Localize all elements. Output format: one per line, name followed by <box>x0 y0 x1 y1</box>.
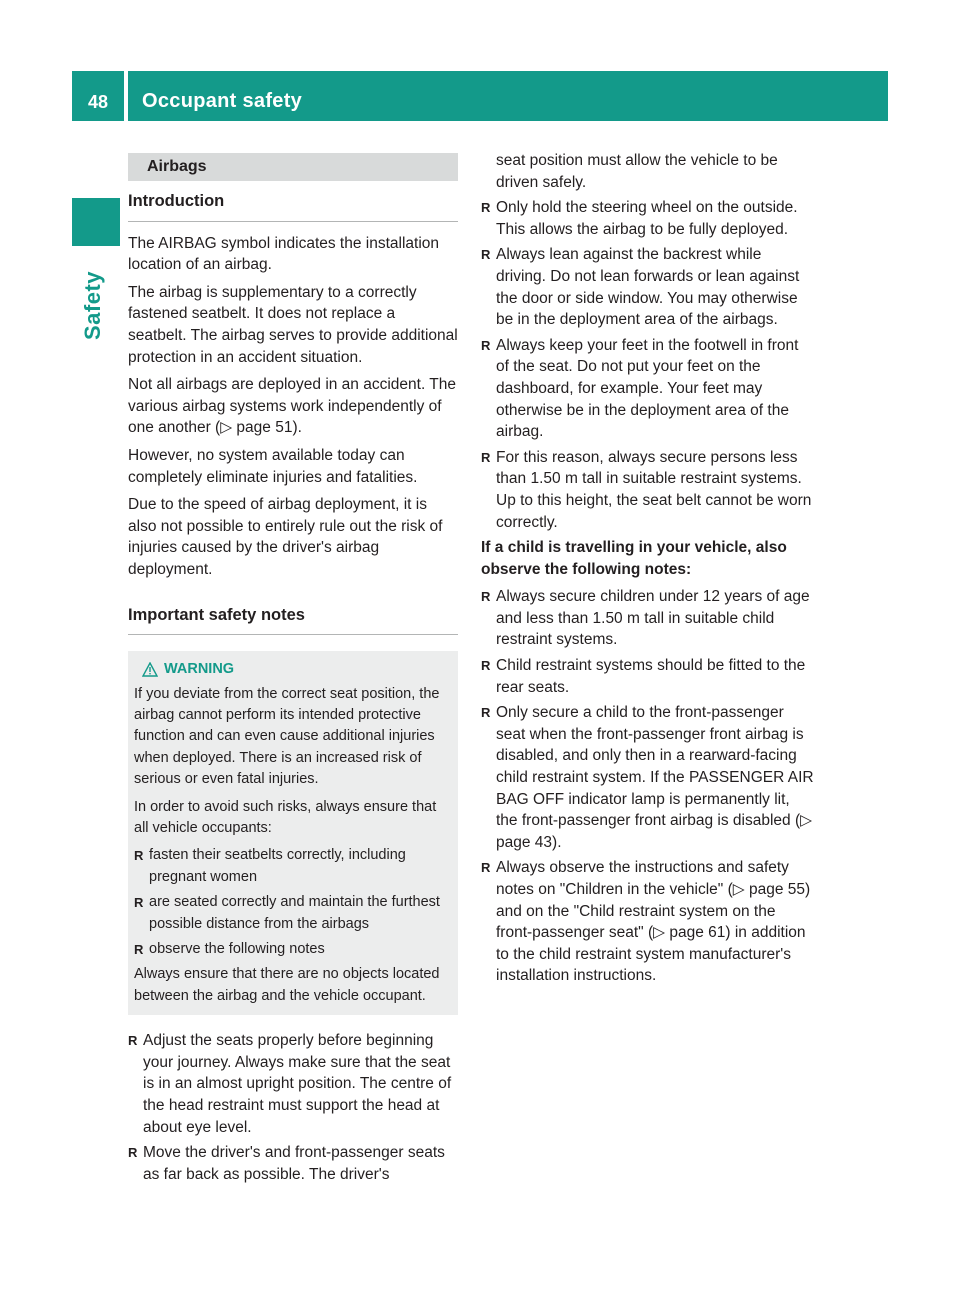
list-item: R Always keep your feet in the footwell in front of the seat. Do not put your feet on the dashboard, for example. Your feet may otherwise be in the deployment area of the airbag. <box>481 336 799 441</box>
intro-paragraph: However, no system available today can completely eliminate injuries and fatalities. <box>128 446 418 486</box>
left-column <box>128 150 458 1189</box>
bullet-icon: R <box>134 941 144 957</box>
bullet-icon: R <box>134 895 144 911</box>
chapter-title: Occupant safety <box>142 90 303 112</box>
list-item: R Child restraint systems should be fitted to the rear seats. <box>481 657 806 696</box>
list-item: R Always secure children under 12 years of age and less than 1.50 m tall in suitable child restraint systems. <box>481 588 810 649</box>
bullet-icon: R <box>481 860 491 876</box>
warning-paragraph: If you deviate from the correct seat position, the airbag cannot perform its intended protective function and can even cause additional injuries when deployed. There is an increased risk of serious or even fatal injuries. <box>134 685 440 788</box>
bullet-icon: R <box>128 1033 138 1049</box>
intro-paragraph: The airbag is supplementary to a correctly fastened seatbelt. It does not replace a seatbelt. The airbag serves to provide additional protection in an accident situation. <box>128 283 458 366</box>
bullet-icon: R <box>481 658 491 674</box>
list-item: R Move the driver's and front-passenger seats as far back as possible. The driver's <box>128 1144 445 1183</box>
intro-heading: Introduction <box>128 181 458 222</box>
right-column <box>481 150 815 991</box>
page-number: 48 <box>87 92 109 112</box>
intro-paragraph: The AIRBAG symbol indicates the installation location of an airbag. <box>128 234 440 274</box>
list-item: R observe the following notes <box>134 939 450 960</box>
list-item: R fasten their seatbelts correctly, including pregnant women <box>134 847 406 885</box>
list-item: R Adjust the seats properly before beginning your journey. Always make sure that the seat is in an almost upright position. The centre of the head restraint must support the head at about eye level. <box>128 1032 452 1136</box>
bullet-icon: R <box>134 848 144 864</box>
side-section-label: Safety <box>80 270 105 340</box>
warning-bullet-list <box>134 845 450 960</box>
continued-text: seat position must allow the vehicle to be driven safely. <box>496 152 778 191</box>
child-bullet-list <box>481 586 815 987</box>
list-item: R For this reason, always secure persons less than 1.50 m tall in suitable restraint systems. Up to this height, the seat belt cannot be worn correctly. <box>481 448 812 531</box>
bullet-icon: R <box>481 337 491 353</box>
safety-bullet-list-continued <box>481 197 815 533</box>
safety-bullet-list <box>128 1030 458 1185</box>
bullet-icon: R <box>481 705 491 721</box>
safety-heading: Important safety notes <box>128 595 458 636</box>
section-banner: Airbags <box>128 153 458 181</box>
warning-title: WARNING <box>164 661 235 678</box>
warning-paragraph: Always ensure that there are no objects located between the airbag and the vehicle occupant. <box>134 966 440 1004</box>
intro-paragraph: Due to the speed of airbag deployment, it is also not possible to entirely rule out the risk of injuries caused by the driver's airbag deployment. <box>128 496 443 578</box>
child-notes-heading: If a child is travelling in your vehicle, also observe the following notes: <box>481 539 787 578</box>
warning-triangle-icon <box>142 662 158 677</box>
bullet-icon: R <box>481 200 491 216</box>
warning-paragraph: In order to avoid such risks, always ensure that all vehicle occupants: <box>134 798 437 836</box>
bullet-icon: R <box>481 589 491 605</box>
bullet-icon: R <box>128 1145 138 1161</box>
list-item: R are seated correctly and maintain the furthest possible distance from the airbags <box>134 894 440 932</box>
intro-paragraph: Not all airbags are deployed in an accident. The various airbag systems work independently of one another (▷ page 51). <box>128 376 457 437</box>
list-item: R Always lean against the backrest while driving. Do not lean forwards or lean against the door or side window. You may otherwise be in the deployment area of the airbags. <box>481 246 800 329</box>
bullet-icon: R <box>481 247 491 263</box>
warning-header <box>142 659 450 680</box>
section-marker-block <box>72 198 120 246</box>
list-item: R Only secure a child to the front-passenger seat when the front-passenger front airbag is disabled, and only then in a rearward-facing child restraint system. If the PASSENGER AIR BAG OFF indicator lamp is permanently lit, the front-passenger front airbag is disabled (▷ page 43). <box>481 704 814 851</box>
header-separator <box>124 71 128 121</box>
warning-box <box>128 651 458 1015</box>
bullet-icon: R <box>481 449 491 465</box>
list-item: R Always observe the instructions and safety notes on "Children in the vehicle" (▷ page 55) and on the "Child restraint system on the front-passenger seat" (▷ page 61) in addition to the child restraint system manufacturer's installation instructions. <box>481 859 811 985</box>
list-item: R Only hold the steering wheel on the outside. This allows the airbag to be fully deployed. <box>481 199 798 238</box>
